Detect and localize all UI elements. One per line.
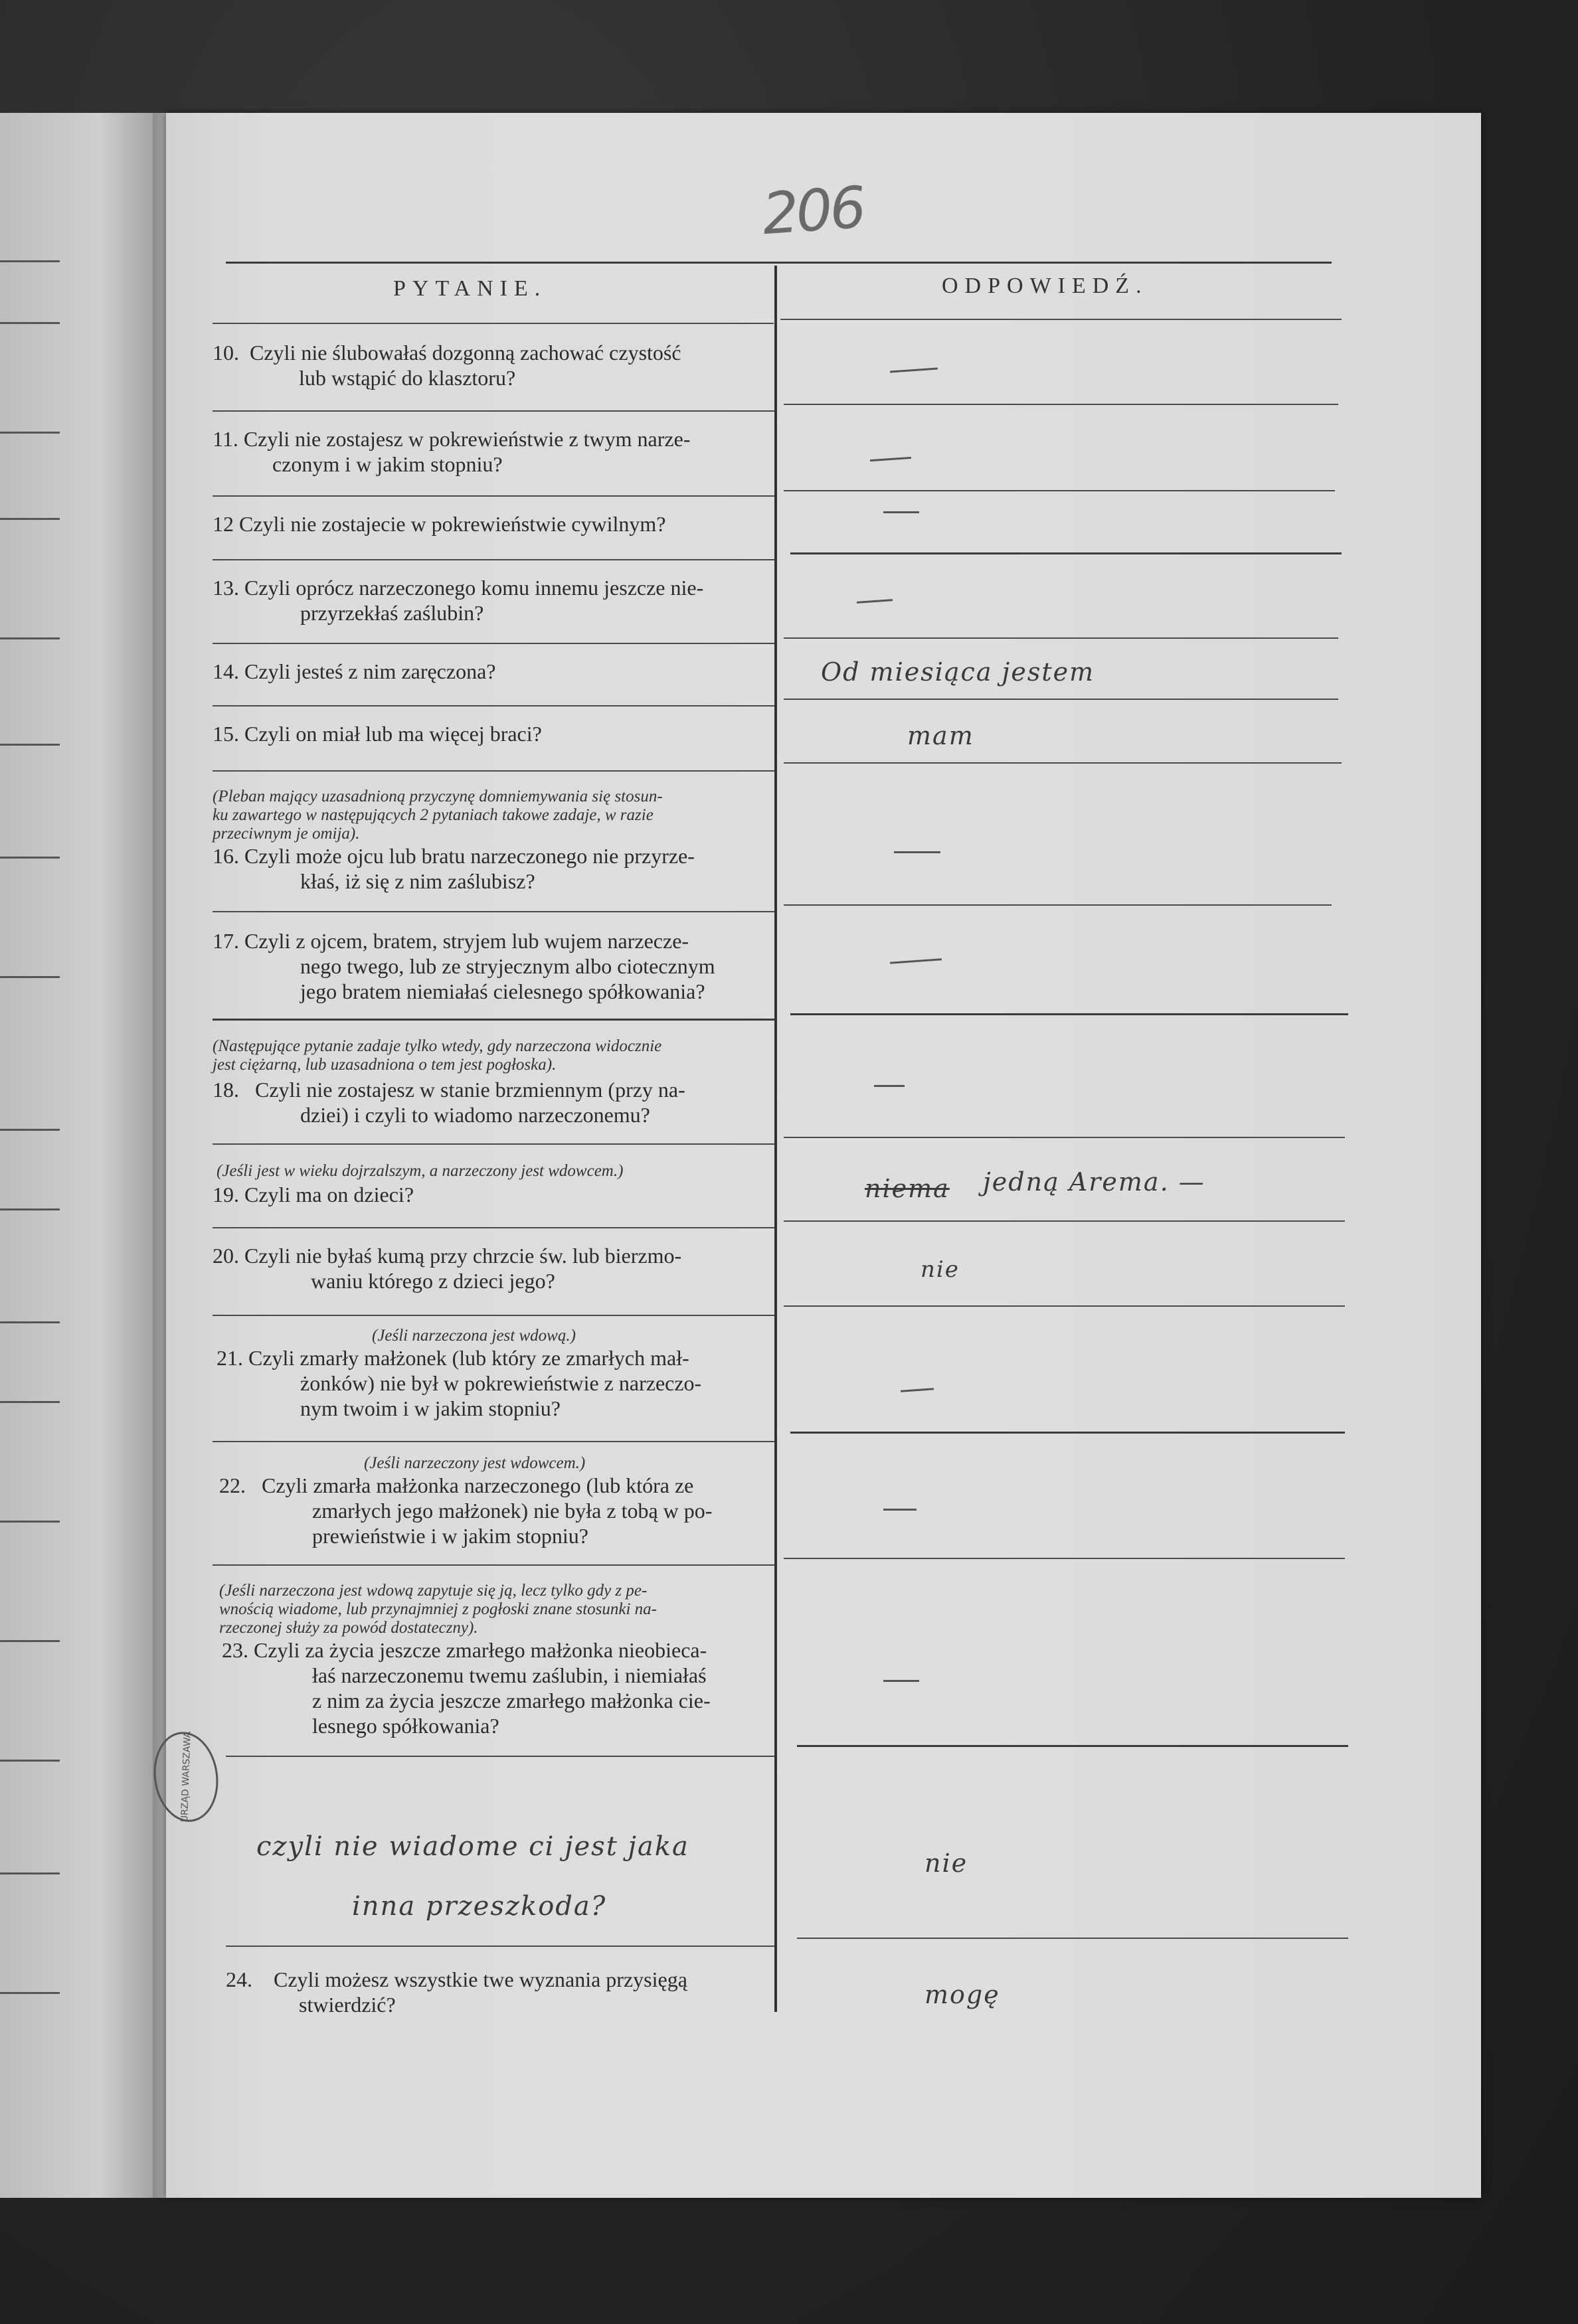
answer-dash [894,851,940,853]
previous-page-rule [0,857,60,859]
row-rule [213,643,774,644]
question-text: jego bratem niemiałaś cielesnego spółkowania? [300,979,705,1003]
answer-rule [784,762,1342,764]
question-text: Czyli możesz wszystkie twe wyznania przysięgą [274,1967,687,1991]
answer-rule [790,1013,1348,1015]
page-number: 206 [760,174,866,248]
question-text: z nim za życia jeszcze zmarłego małżonka cie- [312,1689,711,1712]
instruction-note: (Jeśli narzeczony jest wdowcem.) [364,1454,586,1472]
question-10 [213,340,774,390]
question-22 [219,1473,781,1548]
question-21 [217,1345,778,1421]
header-rule-left [213,323,774,324]
header-rule-right [780,319,1342,320]
instruction-note: (Jeśli jest w wieku dojrzalszym, a narzeczony jest wdowcem.) [217,1162,624,1180]
question-text: żonków) nie był w pokrewieństwie z narzeczo- [300,1371,702,1395]
row-rule [213,1441,774,1442]
question-text: Czyli nie ślubowałaś dozgonną zachować czystość [250,341,681,365]
question-text: Czyli nie byłaś kumą przy chrzcie św. lub bierzmo- [244,1244,682,1268]
note-line: przeciwnym je omija). [213,825,360,843]
question-text: łaś narzeczonemu twemu zaślubin, i niemiałaś [312,1663,707,1687]
question-text: Czyli zmarły małżonek (lub który ze zmarłych mał- [248,1346,689,1370]
previous-page-rule [0,744,60,746]
answer-dash [883,1509,917,1511]
note-line: ku zawartego w następujących 2 pytaniach takowe zadaje, w razie [213,806,654,824]
question-text: Czyli za życia jeszcze zmarłego małżonka nieobieca- [254,1638,707,1662]
question-text: Czyli jesteś z nim zaręczona? [244,659,496,683]
question-17 [213,928,774,1004]
answer-24: mogę [924,1980,1000,2009]
question-column-header: PYTANIE. [393,276,547,301]
question-text: stwierdzić? [299,1993,396,2017]
previous-page-rule [0,432,60,434]
previous-page-rule [0,1321,60,1323]
question-text: Czyli może ojcu lub bratu narzeczonego nie przyrze- [244,844,695,868]
row-rule [213,1564,774,1566]
question-14 [213,659,774,684]
answer-rule [784,1137,1345,1138]
answer-20: nie [920,1256,960,1283]
previous-page-rule [0,1401,60,1403]
top-rule [226,262,1332,264]
question-text: nym twoim i w jakim stopniu? [300,1396,561,1420]
row-rule [213,1315,774,1316]
question-text: prewieństwie i w jakim stopniu? [312,1524,588,1548]
question-13 [213,575,774,625]
question-23 [222,1637,784,1738]
answer-dash [883,511,919,513]
answer-rule [790,1432,1345,1434]
answer-dash [883,1680,919,1682]
instruction-note [219,1582,784,1637]
note-line: rzeczonej służy za powód dostateczny). [219,1619,478,1637]
question-text: nego twego, lub ze stryjecznym albo ciotecznym [300,954,715,978]
previous-page-rule [0,976,60,978]
answer-14: Od miesiąca jestem [821,657,1095,687]
question-number: 14. [213,659,239,683]
question-text: Czyli zmarła małżonka narzeczonego (lub która ze [262,1473,694,1497]
question-text: Czyli ma on dzieci? [244,1183,414,1206]
answer-column-header: ODPOWIEDŹ. [942,274,1148,298]
question-24 [226,1967,788,2017]
previous-page-rule [0,322,60,324]
previous-page-rule [0,1872,60,1874]
answer-extra: nie [924,1849,968,1878]
row-rule [213,911,774,912]
previous-page-rule [0,1992,60,1994]
handwritten-question: czyli nie wiadome ci jest jaka [256,1831,689,1862]
previous-page-rule [0,637,60,639]
answer-rule [784,637,1338,639]
row-rule [213,1143,774,1145]
note-line: (Pleban mający uzasadnioną przyczynę domniemywania się stosun- [213,788,663,805]
question-text: Czyli nie zostajecie w pokrewieństwie cywilnym? [239,512,666,536]
question-text: zmarłych jego małżonek) nie była z tobą w po- [312,1499,713,1523]
instruction-note: (Jeśli narzeczona jest wdową.) [372,1327,576,1345]
answer-rule [784,904,1332,906]
question-number: 13. [213,576,239,600]
previous-page-rule [0,1521,60,1523]
previous-page-rule [0,1760,60,1762]
answer-dash [874,1085,905,1087]
answer-rule [784,490,1335,491]
question-text: czonym i w jakim stopniu? [272,452,503,476]
answer-rule [784,1220,1345,1222]
question-number: 10. [213,341,239,365]
row-rule [213,1019,774,1021]
stamp-text: URZĄD WARSZAWA [179,1731,193,1823]
row-rule [226,1756,774,1757]
question-number: 16. [213,844,239,868]
note-line: jest ciężarną, lub uzasadniona o tem jest pogłoska). [213,1056,557,1074]
answer-rule [797,1745,1348,1747]
answer-rule [784,404,1338,405]
question-19 [213,1182,774,1207]
question-text: Czyli nie zostajesz w stanie brzmiennym (przy na- [255,1078,685,1102]
handwritten-question: inna przeszkoda? [352,1891,607,1922]
question-number: 15. [213,722,239,746]
question-20 [213,1243,774,1293]
row-rule [213,705,774,706]
previous-page-edge [0,113,166,2198]
row-rule [213,495,774,497]
previous-page-rule [0,518,60,520]
question-number: 20. [213,1244,239,1268]
note-line: (Jeśli narzeczona jest wdową zapytuje się ją, lecz tylko gdy z pe- [219,1582,648,1600]
question-text: Czyli on miał lub ma więcej braci? [244,722,542,746]
previous-page-rule [0,1129,60,1131]
question-12 [213,511,774,537]
question-number: 24. [226,1967,252,1991]
question-number: 21. [217,1346,243,1370]
question-text: lesnego spółkowania? [312,1714,499,1738]
question-11 [213,426,774,477]
answer-rule [797,1938,1348,1939]
answer-rule [784,1305,1345,1307]
question-text: lub wstąpić do klasztoru? [299,366,516,390]
question-number: 17. [213,929,239,953]
answer-19: jedną Arema. — [983,1167,1205,1197]
previous-page-rule [0,1208,60,1210]
question-text: kłaś, iż się z nim zaślubisz? [300,869,535,893]
answer-19-struck: niema [865,1174,950,1203]
row-rule [213,410,774,412]
question-number: 11. [213,427,238,451]
answer-rule [784,699,1338,700]
question-text: przyrzekłaś zaślubin? [300,601,484,625]
row-rule [213,1227,774,1228]
note-line: wnością wiadome, lub przynajmniej z pogłoski znane stosunki na- [219,1600,657,1618]
answer-rule [784,1558,1345,1559]
question-16 [213,843,774,894]
question-15 [213,721,774,746]
question-number: 18. [213,1078,239,1102]
question-number: 19. [213,1183,239,1206]
question-number: 22. [219,1473,246,1497]
instruction-note [213,1037,777,1074]
row-rule [226,1946,774,1947]
question-text: dziei) i czyli to wiadomo narzeczonemu? [300,1103,650,1127]
question-text: Czyli z ojcem, bratem, stryjem lub wujem narzecze- [244,929,689,953]
question-text: Czyli nie zostajesz w pokrewieństwie z twym narze- [243,427,691,451]
note-line: (Następujące pytanie zadaje tylko wtedy, gdy narzeczona widocznie [213,1037,662,1055]
row-rule [213,770,774,772]
question-text: Czyli oprócz narzeczonego komu innemu jeszcze nie- [244,576,704,600]
question-number: 12 [213,512,234,536]
question-18 [213,1077,774,1127]
column-divider [774,266,777,2012]
previous-page-rule [0,260,60,262]
previous-page-rule [0,1640,60,1642]
question-number: 23. [222,1638,248,1662]
question-text: waniu którego z dzieci jego? [311,1269,555,1293]
answer-15: mam [907,721,974,750]
answer-rule [790,552,1342,554]
instruction-note [213,788,777,843]
row-rule [213,559,774,560]
form-page [166,113,1481,2198]
